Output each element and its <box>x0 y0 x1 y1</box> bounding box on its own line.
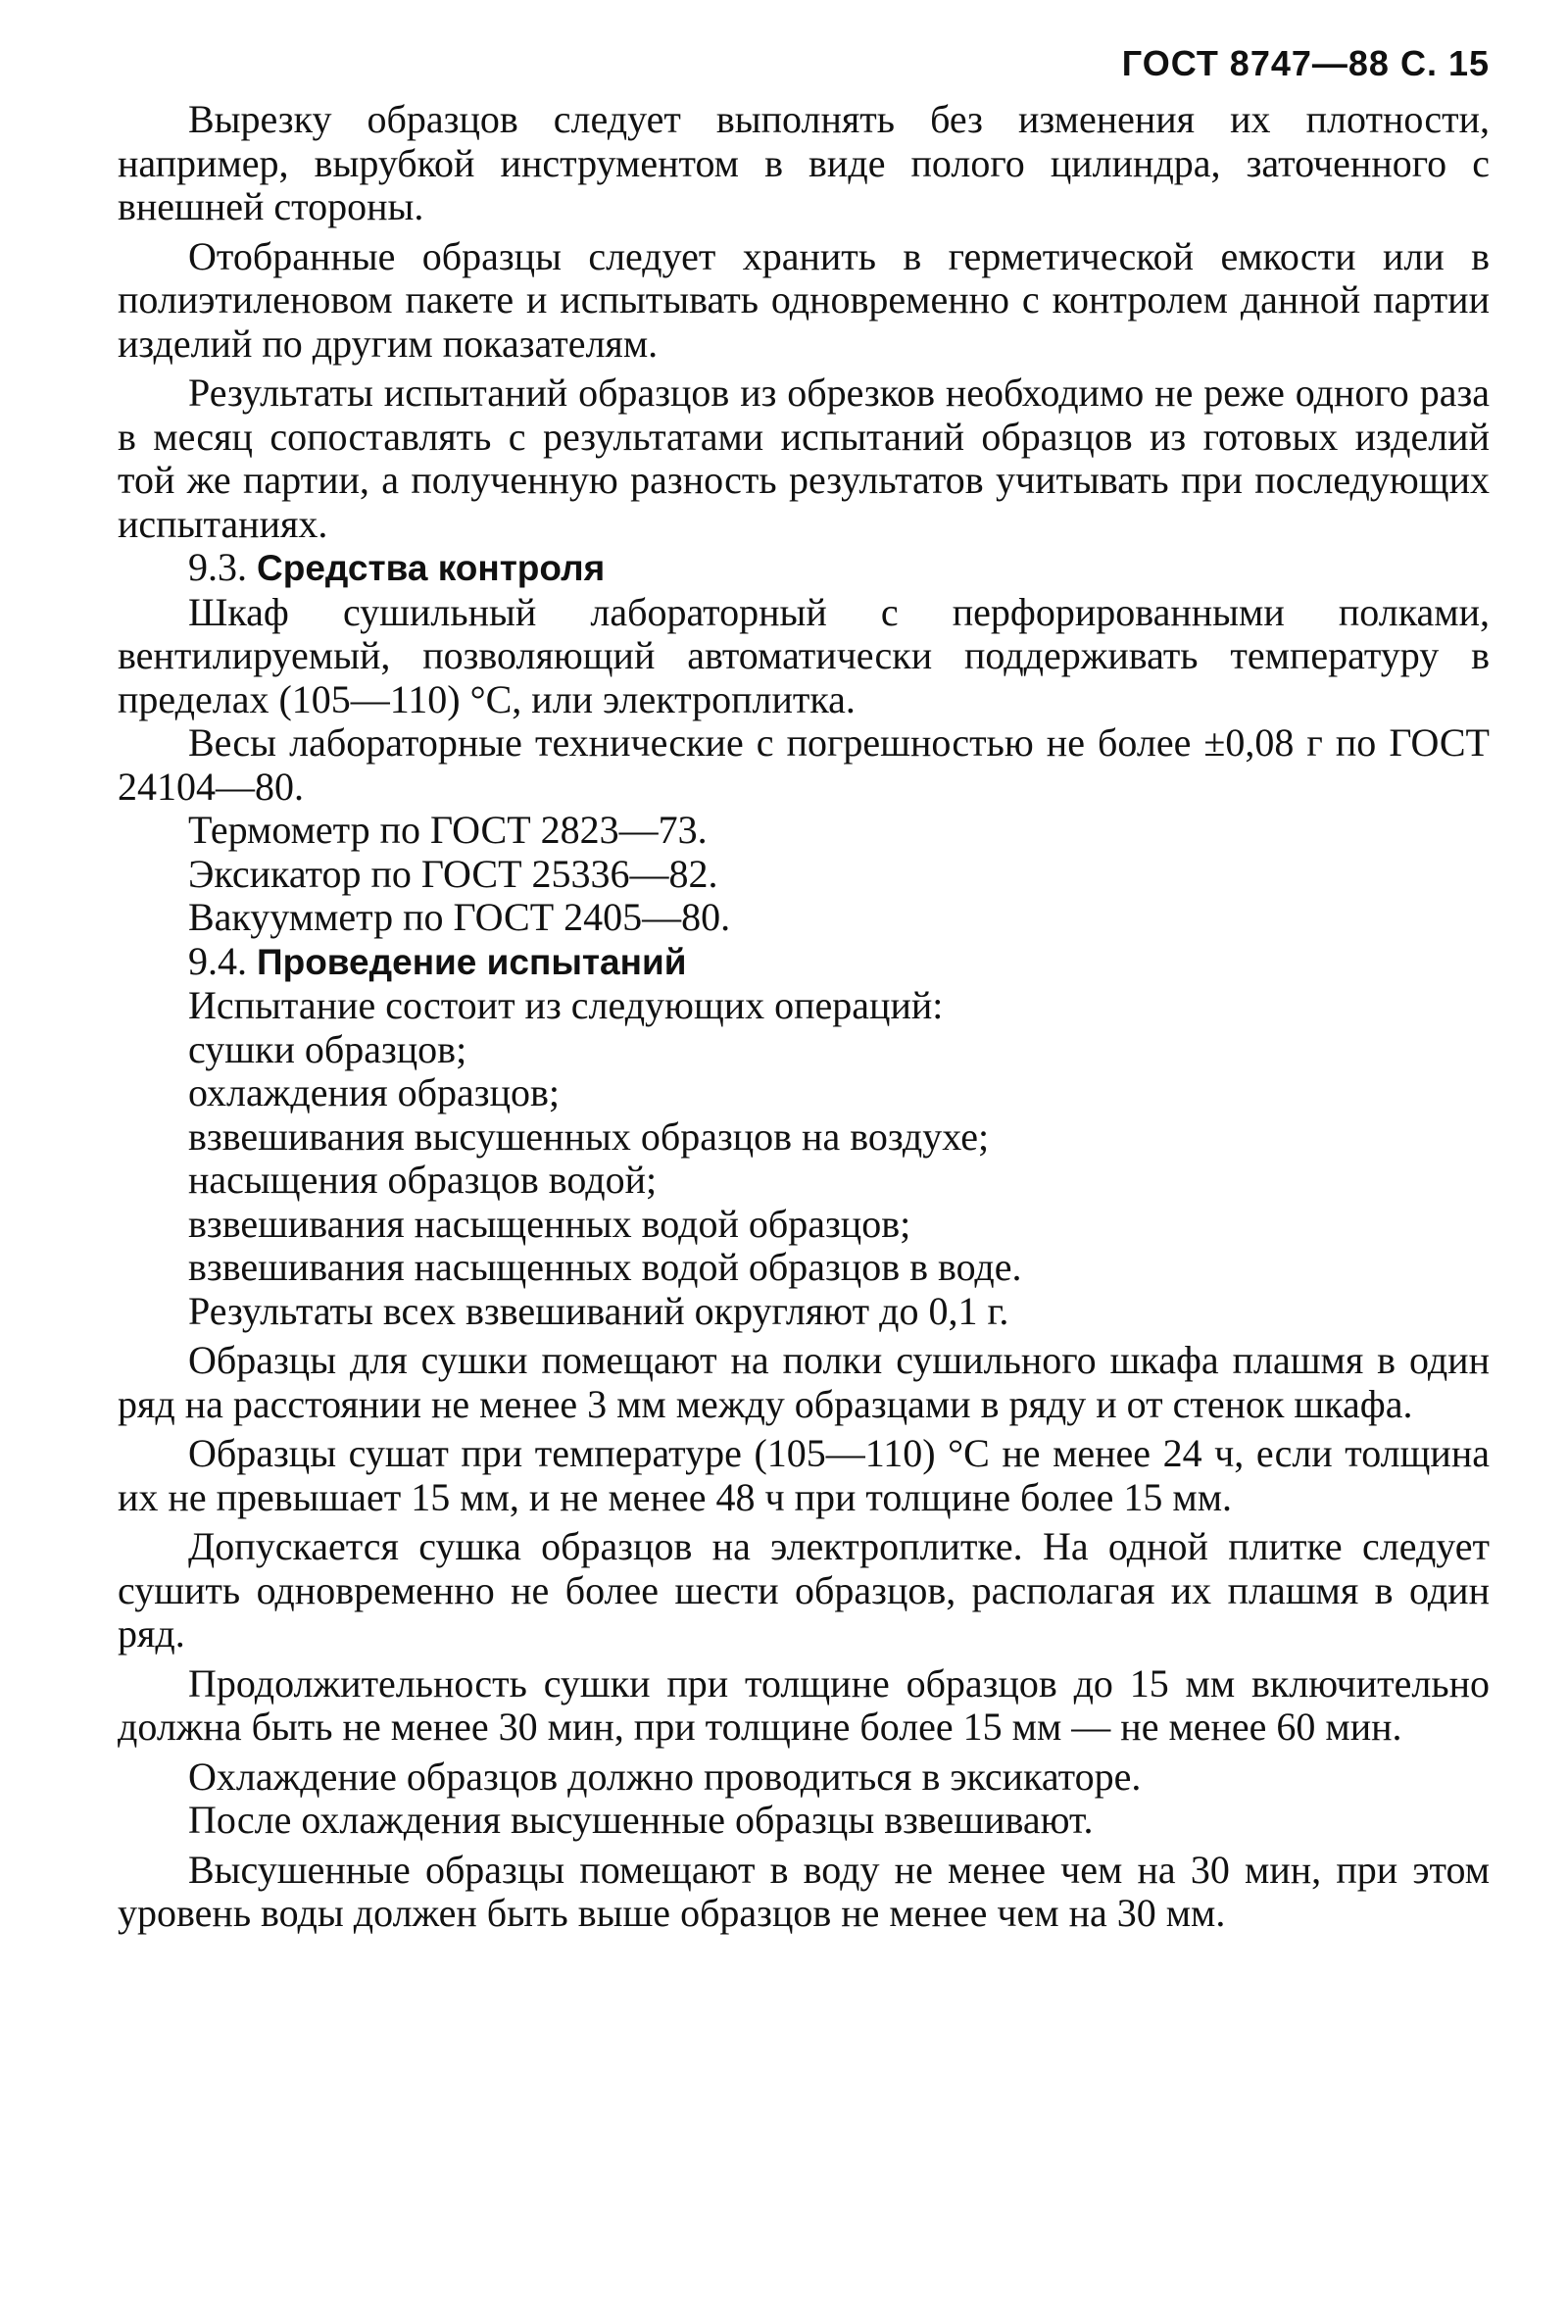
paragraph: Вырезку образцов следует выполнять без изменения их плотности, например, вырубкой инструментом в виде полого цилиндра, заточенного с внешней стороны. <box>118 97 1490 228</box>
paragraph: Эксикатор по ГОСТ 25336—82. <box>188 851 718 896</box>
section-title: Проведение испытаний <box>257 941 687 982</box>
paragraph: Допускается сушка образцов на электроплитке. На одной плитке следует сушить одновременно не более шести образцов, располагая их плашмя в один ряд. <box>118 1524 1490 1656</box>
list-item: взвешивания насыщенных водой образцов; <box>188 1201 911 1246</box>
document-body <box>118 98 1490 1936</box>
paragraph: Образцы сушат при температуре (105—110) °С не менее 24 ч, если толщина их не превышает 15 мм, и не менее 48 ч при толщине более 15 мм. <box>118 1431 1490 1519</box>
paragraph: Высушенные образцы помещают в воду не менее чем на 30 мин, при этом уровень воды должен быть выше образцов не менее чем на 30 мм. <box>118 1847 1490 1935</box>
list-item: взвешивания насыщенных водой образцов в воде. <box>188 1245 1022 1289</box>
section-heading-9-3 <box>118 546 1490 591</box>
paragraph: Испытание состоит из следующих операций: <box>188 983 944 1027</box>
paragraph: Шкаф сушильный лабораторный с перфорированными полками, вентилируемый, позволяющий автоматически поддерживать температуру в пределах (105—110) °С, или электроплитка. <box>118 589 1490 721</box>
list-item: сушки образцов; <box>188 1026 467 1071</box>
section-number: 9.4. <box>188 938 247 983</box>
section-number: 9.3. <box>188 545 247 589</box>
running-head: ГОСТ 8747—88 С. 15 <box>1121 43 1490 83</box>
list-item: взвешивания высушенных образцов на воздухе; <box>188 1113 990 1159</box>
list-item: насыщения образцов водой; <box>188 1158 658 1202</box>
paragraph: После охлаждения высушенные образцы взвешивают. <box>188 1798 1094 1842</box>
paragraph: Отобранные образцы следует хранить в герметической емкости или в полиэтиленовом пакете и испытывать одновременно с контролем данной партии изделий по другим показателям. <box>118 233 1490 366</box>
paragraph: Результаты испытаний образцов из обрезков необходимо не реже одного раза в месяц сопоставлять с результатами испытаний образцов из готовых изделий той же партии, а полученную разность результатов учитывать при последующих испытаниях. <box>118 371 1490 546</box>
paragraph: Образцы для сушки помещают на полки сушильного шкафа плашмя в один ряд на расстоянии не менее 3 мм между образцами в ряду и от стенок шкафа. <box>118 1338 1490 1426</box>
section-heading-9-4 <box>118 940 1490 985</box>
paragraph: Результаты всех взвешиваний округляют до 0,1 г. <box>188 1288 1009 1333</box>
paragraph: Вакуумметр по ГОСТ 2405—80. <box>188 895 731 939</box>
section-title: Средства контроля <box>257 548 606 588</box>
paragraph: Охлаждение образцов должно проводиться в эксикаторе. <box>188 1754 1142 1799</box>
paragraph: Продолжительность сушки при толщине образцов до 15 мм включительно должна быть не менее 30 мин, при толщине более 15 мм — не менее 60 мин. <box>118 1660 1490 1749</box>
list-item: охлаждения образцов; <box>188 1070 560 1114</box>
paragraph: Термометр по ГОСТ 2823—73. <box>188 808 708 852</box>
paragraph: Весы лабораторные технические с погрешностью не более ±0,08 г по ГОСТ 24104—80. <box>118 720 1490 809</box>
document-page <box>118 39 1490 1936</box>
